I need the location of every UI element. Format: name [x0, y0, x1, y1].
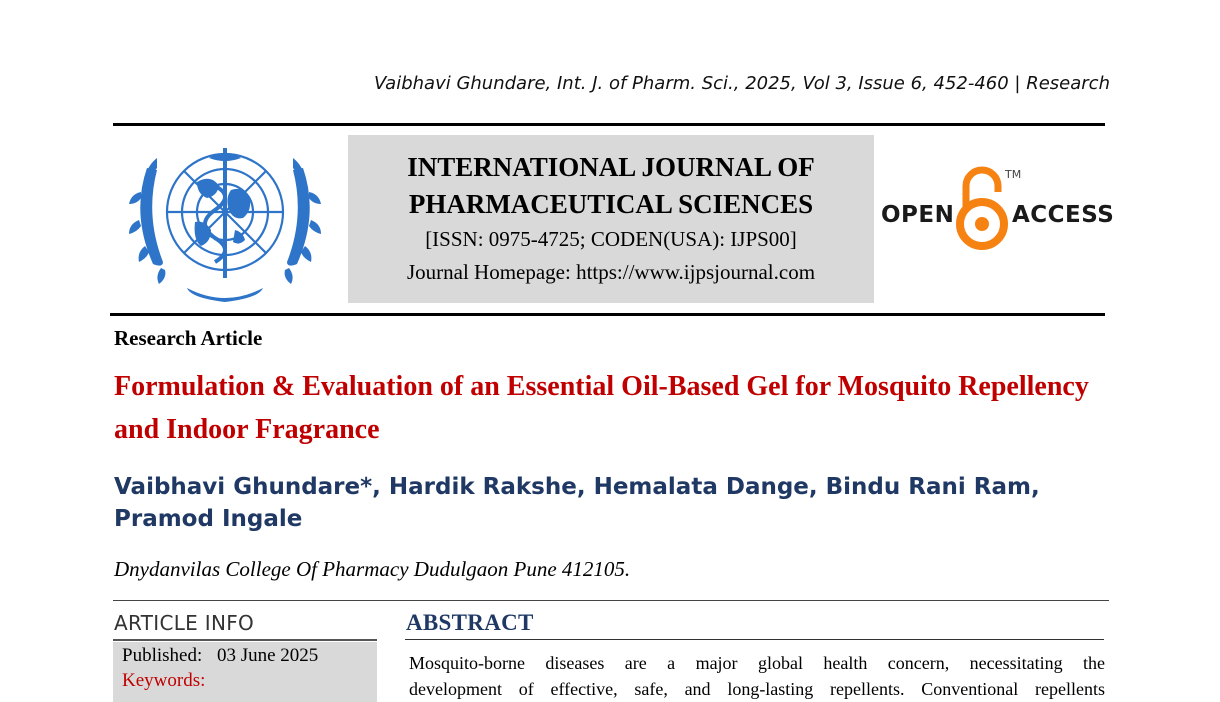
trademark-mark: TM [1005, 168, 1022, 181]
open-lock-icon [954, 164, 1010, 254]
author-affiliation: Dnydanvilas College Of Pharmacy Dudulgaon Pune 412105. [114, 557, 631, 581]
journal-title [348, 149, 874, 223]
published-date: 03 June 2025 [216, 645, 319, 666]
section-divider [113, 600, 1109, 601]
article-type: Research Article [114, 326, 263, 350]
journal-homepage[interactable]: Journal Homepage: https://www.ijpsjournal.com [406, 260, 816, 284]
abstract-rule [405, 639, 1104, 640]
keywords-label: Keywords: [122, 670, 206, 691]
abstract-text [409, 650, 1105, 702]
published-row [122, 645, 318, 667]
article-info-box [113, 642, 377, 702]
open-access-right-text: ACCESS [1012, 202, 1115, 228]
journal-title-line2: PHARMACEUTICAL SCIENCES [408, 189, 814, 219]
running-head: Vaibhavi Ghundare, Int. J. of Pharm. Sci., 2025, Vol 3, Issue 6, 452-460 | Research [374, 73, 1110, 94]
article-info-rule [113, 639, 377, 641]
journal-masthead [348, 135, 874, 303]
published-label: Published: [122, 645, 203, 666]
issn-line: [ISSN: 0975-4725; CODEN(USA): IJPS00] [425, 227, 797, 251]
abstract-heading: ABSTRACT [406, 610, 534, 635]
open-access-left-text: OPEN [881, 202, 955, 228]
journal-title-line1: INTERNATIONAL JOURNAL OF [407, 152, 815, 182]
open-access-logo [878, 164, 1115, 254]
masthead-bottom-rule [110, 313, 1105, 316]
top-rule [113, 123, 1105, 126]
article-title: Formulation & Evaluation of an Essential Oil-Based Gel for Mosquito Repellency and Indoor Fragrance [114, 371, 1089, 445]
abstract-line: Mosquito-borne diseases are a major global health concern, necessitating the [409, 653, 1105, 673]
abstract-line: development of effective, safe, and long-lasting repellents. Conventional repellents [409, 679, 1105, 699]
article-info-heading: ARTICLE INFO [114, 611, 255, 635]
author-list: Vaibhavi Ghundare*, Hardik Rakshe, Hemalata Dange, Bindu Rani Ram, Pramod Ingale [114, 474, 1040, 532]
journal-emblem-icon [127, 138, 323, 306]
